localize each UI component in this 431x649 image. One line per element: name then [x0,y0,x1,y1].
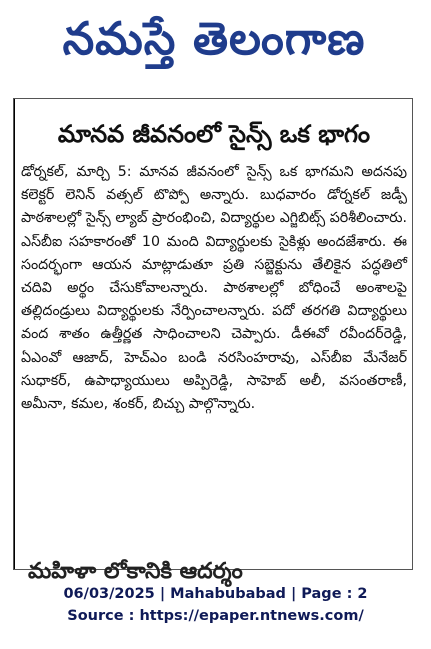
article-headline: మానవ జీవనంలో సైన్స్ ఒక భాగం [57,120,371,148]
next-article-headline-partial: మహిళా లోకానికి ఆదర్శం [28,559,243,584]
footer-date-edition-page: 06/03/2025 | Mahabubabad | Page : 2 [63,586,368,602]
article-body: డోర్నకల్, మార్చి 5: మానవ జీవనంలో సైన్స్ ఒక భాగమని అదనపు కలెక్టర్ లెనిన్ వత్సల్ టొప్పో అన్నారు. బుధవారం డోర్నకల్ జడ్పీ పాఠశాలల్లో సైన్స్ ల్యాబ్ ప్రారంభించి, విద్యార్థుల ఎగ్జిబిట్స్ పరిశీలించారు. ఎస్‌బీఐ సహకారంతో 10 మంది విద్యార్థులకు సైకిళ్లు అందజేశారు. ఈ సందర్భంగా ఆయన మాట్లాడుతూ ప్రతి సబ్జెక్టును తేలికైన పద్ధతిలో చదివి అర్థం చేసుకోవాలన్నారు. పాఠశాలల్లో బోధించే అంశాలపై తల్లిదండ్రులు విద్యార్థులకు నేర్పించాలన్నారు. పదో తరగతి విద్యార్థులు వంద శాతం ఉత్తీర్ణత సాధించాలని చెప్పారు. డీఈవో రవీందర్‌రెడ్డి, ఏఎంవో ఆజాద్, హెచ్‌ఎం బండి నరసింహరావు, ఎస్‌బీఐ మేనేజర్ సుధాకర్, ఉపాధ్యాయులు అప్పిరెడ్డి, సాహెబ్ అలీ, వసంతరాణీ, అమీనా, కమల, శంకర్, బిచ్చు పాల్గొన్నారు. [21,164,407,413]
masthead-logo: నమస్తే తెలంగాణ [62,11,366,65]
article-clipping [13,98,413,584]
masthead [0,0,431,78]
column-divider [14,99,15,569]
footer-source: Source : https://epaper.ntnews.com/ [67,608,364,624]
